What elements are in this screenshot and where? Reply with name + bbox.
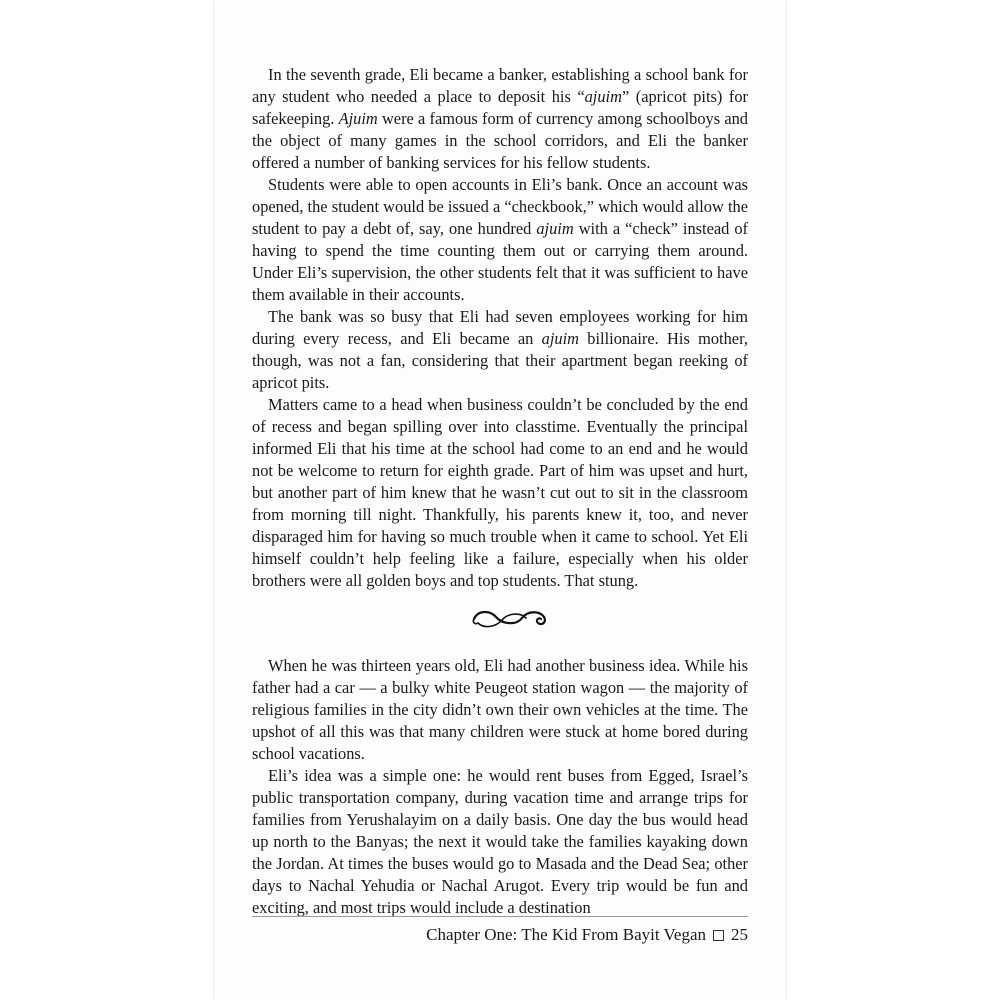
text-section-1 [252,64,748,592]
page-number: 25 [731,925,748,944]
footer-rule [252,916,748,917]
text-section-2 [252,655,748,919]
paragraph: Students were able to open accounts in Eli’s bank. Once an account was opened, the student would be issued a “checkbook,” which would allow the student to pay a debt of, say, one hundred ajuim with a “check” instead of having to spend the time counting them out or carrying them around. Under Eli’s supervision, the other students felt that it was sufficient to have them available in their accounts. [252,175,748,304]
paragraph: When he was thirteen years old, Eli had another business idea. While his father had a car — a bulky white Peugeot station wagon — the majority of religious families in the city didn’t own their own vehicles at the time. The upshot of all this was that many children were stuck at home bored during school vacations. [252,656,748,763]
paragraph: Matters came to a head when business couldn’t be concluded by the end of recess and began spilling over into classtime. Eventually the principal informed Eli that his time at the school had come to an end and he would not be welcome to return for eighth grade. Part of him was upset and hurt, but another part of him knew that he wasn’t cut out to sit in the classroom from morning till night. Thankfully, his parents knew it, too, and never disparaged him for having so much trouble when it came to school. Yet Eli himself couldn’t help feeling like a failure, especially when his older brothers were all golden boys and top students. That stung. [252,395,748,590]
paragraph: Eli’s idea was a simple one: he would rent buses from Egged, Israel’s public transportation company, during vacation time and arrange trips for families from Yerushalayim on a daily basis. One day the bus would head up north to the Banyas; the next it would take the families kayaking down the Jordan. At times the buses would go to Masada and the Dead Sea; other days to Nachal Yehudia or Nachal Arugot. Every trip would be fun and exciting, and most trips would include a destination [252,766,748,917]
paragraph: The bank was so busy that Eli had seven employees working for him during every recess, and Eli became an ajuim billionaire. His mother, though, was not a fan, considering that their apartment began reeking of apricot pits. [252,307,748,392]
page-footer [426,924,748,946]
paragraph: In the seventh grade, Eli became a banker, establishing a school bank for any student who needed a place to deposit his “ajuim” (apricot pits) for safekeeping. Ajuim were a famous form of currency among schoolboys and the object of many games in the school corridors, and Eli the banker offered a number of banking services for his fellow students. [252,65,748,172]
flourish-ornament-icon [470,605,550,631]
square-box-icon [713,930,724,941]
running-head: Chapter One: The Kid From Bayit Vegan [426,925,706,944]
